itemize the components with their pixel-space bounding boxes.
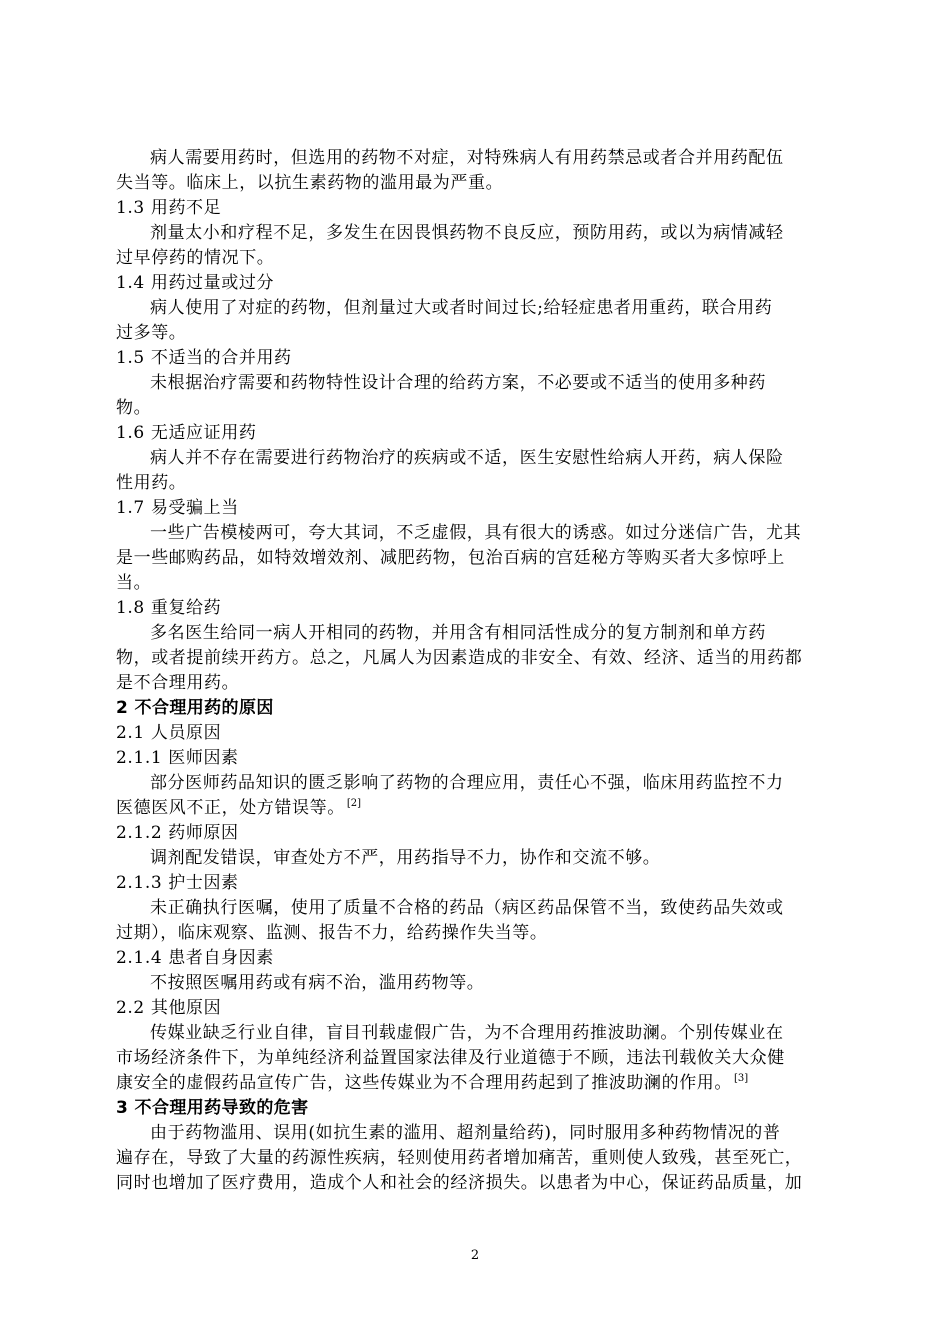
line-text: 性用药。 <box>116 473 187 493</box>
line-text: 病人并不存在需要进行药物治疗的疾病或不适，医生安慰性给病人开药，病人保险 <box>150 448 784 468</box>
line-text: 剂量太小和疗程不足，多发生在因畏惧药物不良反应，预防用药，或以为病情减轻 <box>150 223 784 243</box>
line-text: 2.2 其他原因 <box>116 998 222 1018</box>
line-text: 传媒业缺乏行业自律，盲目刊载虚假广告，为不合理用药推波助澜。个别传媒业在 <box>150 1023 784 1043</box>
citation-reference: [2] <box>346 798 361 810</box>
line-text: 是不合理用药。 <box>116 673 240 693</box>
text-line <box>116 246 836 271</box>
line-text: 失当等。临床上，以抗生素药物的滥用最为严重。 <box>116 173 504 193</box>
text-line <box>116 896 836 921</box>
text-line <box>116 971 836 996</box>
line-text: 未正确执行医嘱，使用了质量不合格的药品（病区药品保管不当，致使药品失效或 <box>150 898 784 918</box>
text-line <box>116 271 836 296</box>
line-text: 2.1.2 药师原因 <box>116 823 239 843</box>
line-text: 病人使用了对症的药物，但剂量过大或者时间过长;给轻症患者用重药，联合用药 <box>150 298 773 318</box>
text-line <box>116 796 836 821</box>
line-text: 2.1 人员原因 <box>116 723 222 743</box>
line-text: 物。 <box>116 398 152 418</box>
text-line <box>116 546 836 571</box>
line-text: 未根据治疗需要和药物特性设计合理的给药方案，不必要或不适当的使用多种药 <box>150 373 766 393</box>
line-text: 多名医生给同一病人开相同的药物，并用含有相同活性成分的复方制剂和单方药 <box>150 623 766 643</box>
text-line <box>116 871 836 896</box>
line-text: 1.3 用药不足 <box>116 198 222 218</box>
line-text: 物，或者提前续开药方。总之，凡属人为因素造成的非安全、有效、经济、适当的用药都 <box>116 648 803 668</box>
text-line <box>116 496 836 521</box>
text-line <box>116 1146 836 1171</box>
text-line <box>116 771 836 796</box>
line-text: 是一些邮购药品，如特效增效剂、减肥药物，包治百病的宫廷秘方等购买者大多惊呼上 <box>116 548 785 568</box>
text-line <box>116 371 836 396</box>
text-line <box>116 321 836 346</box>
citation-reference: [3] <box>734 1073 749 1085</box>
text-line <box>116 1046 836 1071</box>
line-text: 病人需要用药时，但选用的药物不对症，对特殊病人有用药禁忌或者合并用药配伍 <box>150 148 784 168</box>
text-line <box>116 521 836 546</box>
text-line <box>116 571 836 596</box>
line-text: 医德医风不正，处方错误等。 <box>116 798 345 818</box>
text-line <box>116 396 836 421</box>
line-text: 1.5 不适当的合并用药 <box>116 348 292 368</box>
page-number: 2 <box>470 1248 480 1263</box>
text-line <box>116 646 836 671</box>
line-text: 过多等。 <box>116 323 187 343</box>
text-line <box>116 721 836 746</box>
line-text: 1.8 重复给药 <box>116 598 222 618</box>
text-line <box>116 746 836 771</box>
text-line <box>116 296 836 321</box>
line-text: 过期），临床观察、监测、报告不力，给药操作失当等。 <box>116 923 548 943</box>
line-text: 同时也增加了医疗费用，造成个人和社会的经济损失。以患者为中心，保证药品质量，加 <box>116 1173 803 1193</box>
text-line <box>116 196 836 221</box>
text-line <box>116 171 836 196</box>
line-text: 康安全的虚假药品宣传广告，这些传媒业为不合理用药起到了推波助澜的作用。 <box>116 1073 732 1093</box>
line-text: 2 不合理用药的原因 <box>116 698 274 718</box>
text-line <box>116 421 836 446</box>
text-line <box>116 621 836 646</box>
text-line <box>116 446 836 471</box>
text-line <box>116 1171 836 1196</box>
text-line <box>116 346 836 371</box>
text-line <box>116 921 836 946</box>
text-line <box>116 1121 836 1146</box>
text-line <box>116 671 836 696</box>
line-text: 由于药物滥用、误用(如抗生素的滥用、超剂量给药)，同时服用多种药物情况的普 <box>150 1123 781 1143</box>
document-body <box>116 146 836 1196</box>
text-line <box>116 1071 836 1096</box>
line-text: 1.4 用药过量或过分 <box>116 273 275 293</box>
line-text: 1.6 无适应证用药 <box>116 423 257 443</box>
line-text: 遍存在，导致了大量的药源性疾病，轻则使用药者增加痛苦，重则使人致残，甚至死亡， <box>116 1148 803 1168</box>
text-line <box>116 821 836 846</box>
line-text: 不按照医嘱用药或有病不治，滥用药物等。 <box>150 973 485 993</box>
line-text: 当。 <box>116 573 152 593</box>
text-line <box>116 146 836 171</box>
section-heading <box>116 696 836 721</box>
text-line <box>116 596 836 621</box>
line-text: 市场经济条件下，为单纯经济利益置国家法律及行业道德于不顾，违法刊载攸关大众健 <box>116 1048 785 1068</box>
line-text: 过早停药的情况下。 <box>116 248 275 268</box>
line-text: 调剂配发错误，审查处方不严，用药指导不力，协作和交流不够。 <box>150 848 661 868</box>
line-text: 一些广告模棱两可，夸大其词，不乏虚假，具有很大的诱惑。如过分迷信广告，尤其 <box>150 523 802 543</box>
line-text: 1.7 易受骗上当 <box>116 498 239 518</box>
line-text: 2.1.1 医师因素 <box>116 748 239 768</box>
line-text: 2.1.4 患者自身因素 <box>116 948 274 968</box>
line-text: 3 不合理用药导致的危害 <box>116 1098 309 1118</box>
text-line <box>116 846 836 871</box>
text-line <box>116 1021 836 1046</box>
text-line <box>116 996 836 1021</box>
text-line <box>116 946 836 971</box>
text-line <box>116 221 836 246</box>
text-line <box>116 471 836 496</box>
line-text: 部分医师药品知识的匮乏影响了药物的合理应用，责任心不强，临床用药监控不力 <box>150 773 784 793</box>
line-text: 2.1.3 护士因素 <box>116 873 239 893</box>
section-heading <box>116 1096 836 1121</box>
